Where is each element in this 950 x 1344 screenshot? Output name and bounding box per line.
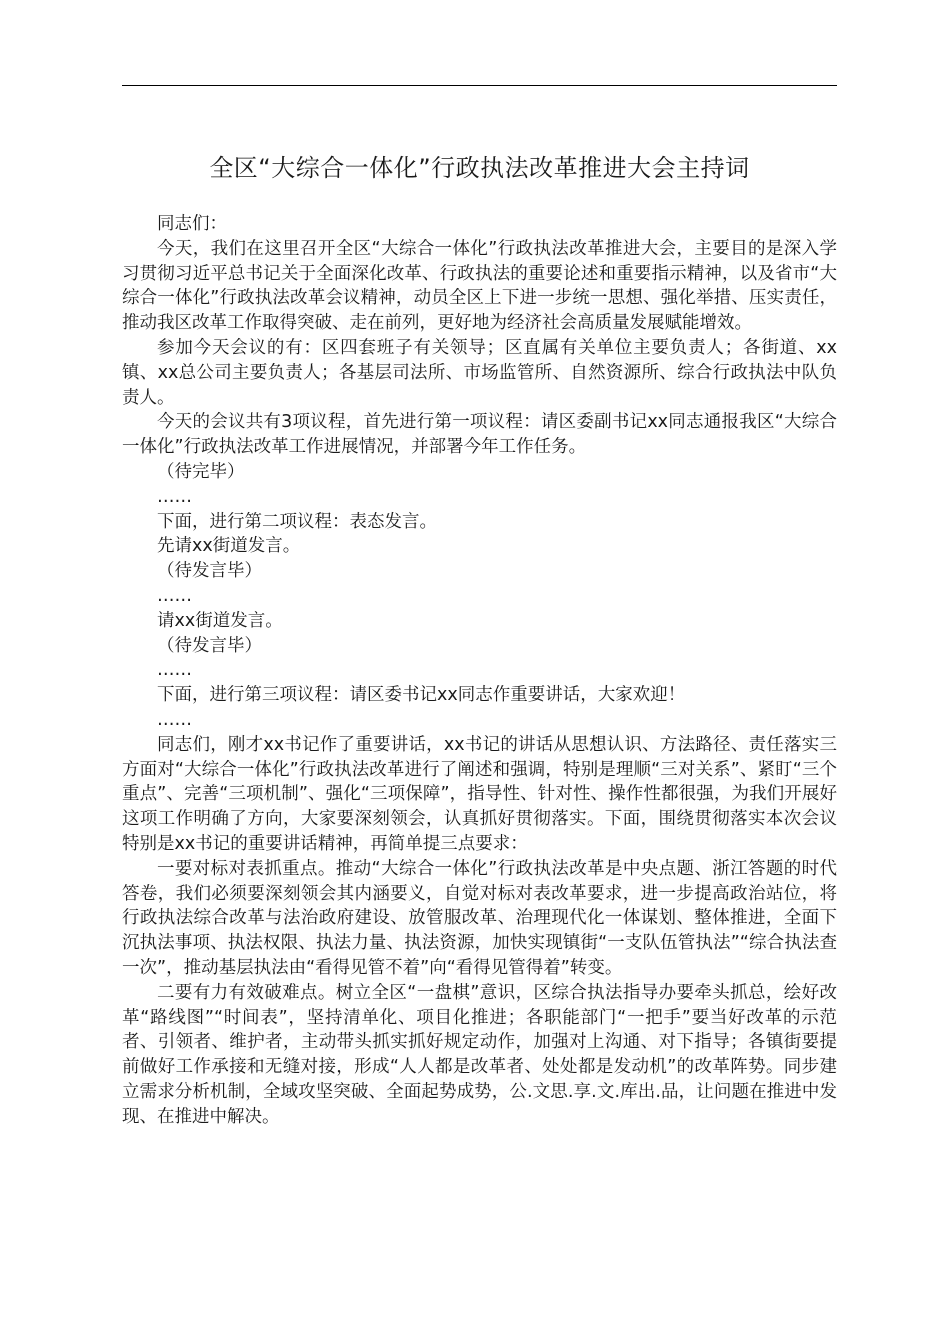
paragraph-ellipsis: ……: [157, 660, 192, 681]
paragraph-speaker-1: 先请xx街道发言。: [157, 536, 301, 557]
header-rule: [122, 85, 837, 86]
paragraph-ellipsis: ……: [157, 709, 192, 730]
paragraph-agenda-item-3: 下面，进行第三项议程：请区委书记xx同志作重要讲话，大家欢迎！: [157, 685, 686, 706]
paragraph-agenda-item-1: 今天的会议共有3项议程，首先进行第一项议程：请区委副书记xx同志通报我区“大综合一体化”行政执法改革工作进展情况，并部署今年工作任务。: [122, 412, 837, 458]
paragraph-salutation: 同志们：: [157, 214, 227, 234]
document-body: [122, 212, 837, 1129]
document-title: 全区“大综合一体化”行政执法改革推进大会主持词: [209, 154, 750, 182]
paragraph-speaker-2: 请xx街道发言。: [157, 610, 283, 631]
paragraph-stage-note: （待发言毕）: [157, 561, 262, 582]
paragraph-summary: 同志们，刚才xx书记作了重要讲话，xx书记的讲话从思想认识、方法路径、责任落实三方面对“大综合一体化”行政执法改革进行了阐述和强调，特别是理顺“三对关系”、紧盯“三个重点”、完善“三项机制”、强化“三项保障”，指导性、针对性、操作性都很强，为我们开展好这项工作明确了方向，大家要深刻领会，认真抓好贯彻落实。下面，围绕贯彻落实本次会议特别是xx书记的重要讲话精神，再简单提三点要求：: [122, 734, 837, 854]
paragraph-attendees: 参加今天会议的有：区四套班子有关领导；区直属有关单位主要负责人；各街道、xx镇、xx总公司主要负责人；各基层司法所、市场监管所、自然资源所、综合行政执法中队负责人。: [122, 337, 837, 408]
paragraph-ellipsis: ……: [157, 486, 192, 507]
paragraph-stage-note: （待发言毕）: [157, 635, 262, 656]
paragraph-requirement-1: 一要对标对表抓重点。推动“大综合一体化”行政执法改革是中央点题、浙江答题的时代答卷，我们必须要深刻领会其内涵要义，自觉对标对表改革要求，进一步提高政治站位，将行政执法综合改革与法治政府建设、放管服改革、治理现代化一体谋划、整体推进，全面下沉执法事项、执法权限、执法力量、执法资源，加快实现镇街“一支队伍管执法”“综合执法查一次”，推动基层执法由“看得见管不着”向“看得见管得着”转变。: [122, 858, 837, 978]
paragraph-opening: 今天，我们在这里召开全区“大综合一体化”行政执法改革推进大会，主要目的是深入学习贯彻习近平总书记关于全面深化改革、行政执法的重要论述和重要指示精神，以及省市“大综合一体化”行政执法改革会议精神，动员全区上下进一步统一思想、强化举措、压实责任，推动我区改革工作取得突破、走在前列，更好地为经济社会高质量发展赋能增效。: [122, 238, 837, 334]
paragraph-agenda-item-2: 下面，进行第二项议程：表态发言。: [157, 511, 437, 532]
paragraph-ellipsis: ……: [157, 585, 192, 606]
paragraph-stage-note: （待完毕）: [157, 461, 245, 482]
paragraph-requirement-2: 二要有力有效破难点。树立全区“一盘棋”意识，区综合执法指导办要牵头抓总，绘好改革“路线图”“时间表”，坚持清单化、项目化推进；各职能部门“一把手”要当好改革的示范者、引领者、维护者，主动带头抓实抓好规定动作，加强对上沟通、对下指导；各镇街要提前做好工作承接和无缝对接，形成“人人都是改革者、处处都是发动机”的改革阵势。同步建立需求分析机制，全域攻坚突破、全面起势成势，公.文思.享.文.库出.品，让问题在推进中发现、在推进中解决。: [122, 982, 837, 1127]
